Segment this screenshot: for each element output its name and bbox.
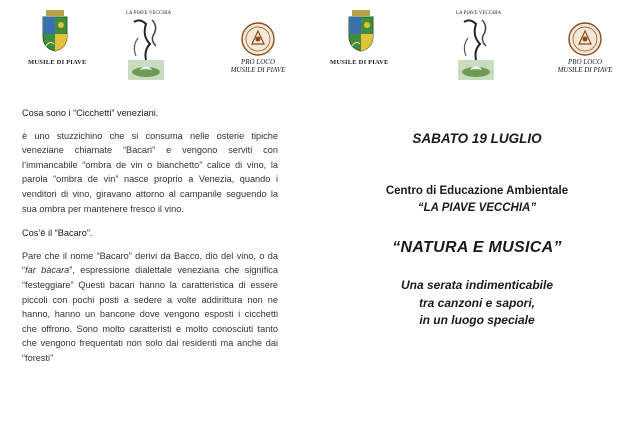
piave-caption: LA PIAVE VECCHIA (126, 11, 172, 16)
proloco-caption-line1: PRO LOCO (567, 58, 603, 66)
bacaro-paragraph-part2: ”, espressione dialettale veneziana che significa “festeggiare” Questi bacari hanno la caratteristica di essere piccoli con pochi posti a sedere a volte addirittura non ne hanno, hanno un bancone dove vengono esposti i cicchetti che offrono. Sono molto caratteristi e molto conosciuti tanto che vengono frequentati non solo dai residenti ma anche dai “foresti” (22, 265, 278, 363)
proloco-seal-icon (568, 22, 602, 56)
tagline-line3: in un luogo speciale (419, 313, 535, 327)
event-date: SABATO 19 LUGLIO (412, 131, 542, 146)
left-logo-strip (0, 0, 316, 90)
proloco-caption-line1: PRO LOCO (240, 58, 276, 66)
musile-crest-icon (40, 10, 70, 52)
venue-name: Centro di Educazione Ambientale (385, 185, 569, 197)
proloco-caption (547, 58, 623, 74)
cicchetti-paragraph: è uno stuzzichino che si consuma nelle osterie tipiche veneziane chiamate “Bacari” e vengono serviti con l’immancabile “ombra de vin o bianchetto” calice di vino, la parola “ombra de vin” nasce proprio a Venezia, quando i venditori di vino, giravano attorno al campanile seguendo la sua ombra per mantenere fresco il vino. (22, 130, 278, 214)
proloco-caption-line2: MUSILE DI PIAVE (230, 66, 286, 74)
proloco-caption-line2: MUSILE DI PIAVE (557, 66, 613, 74)
cicchetti-heading: Cosa sono i “Cicchetti” veneziani. (22, 108, 159, 118)
piave-vecchia-logo-icon (124, 16, 168, 82)
piave-vecchia-logo-icon (454, 16, 498, 82)
right-logo-strip (316, 0, 633, 90)
tagline-line1: Una serata indimenticabile (400, 278, 554, 292)
musile-crest-icon (346, 10, 376, 52)
bacaro-paragraph-italic: far bàcara (25, 265, 70, 276)
musile-caption: MUSILE DI PIAVE (330, 59, 389, 66)
bacaro-heading: Cos’è il “Bacaro”. (22, 228, 93, 239)
musile-caption: MUSILE DI PIAVE (28, 59, 87, 66)
event-tagline (332, 277, 622, 330)
right-text-column (332, 125, 622, 330)
proloco-seal-icon (241, 22, 275, 56)
venue-subtitle: “LA PIAVE VECCHIA” (417, 202, 537, 214)
event-title: “NATURA E MUSICA” (392, 239, 562, 256)
bacaro-paragraph-part1: Pare che il nome “Bacaro” derivi da Bacco, dio del vino, o da “ (22, 250, 278, 276)
piave-caption: LA PIAVE VECCHIA (456, 11, 502, 16)
left-text-column (22, 106, 278, 376)
proloco-caption (220, 58, 296, 74)
bacaro-paragraph (22, 249, 278, 366)
tagline-line2: tra canzoni e sapori, (418, 295, 536, 310)
